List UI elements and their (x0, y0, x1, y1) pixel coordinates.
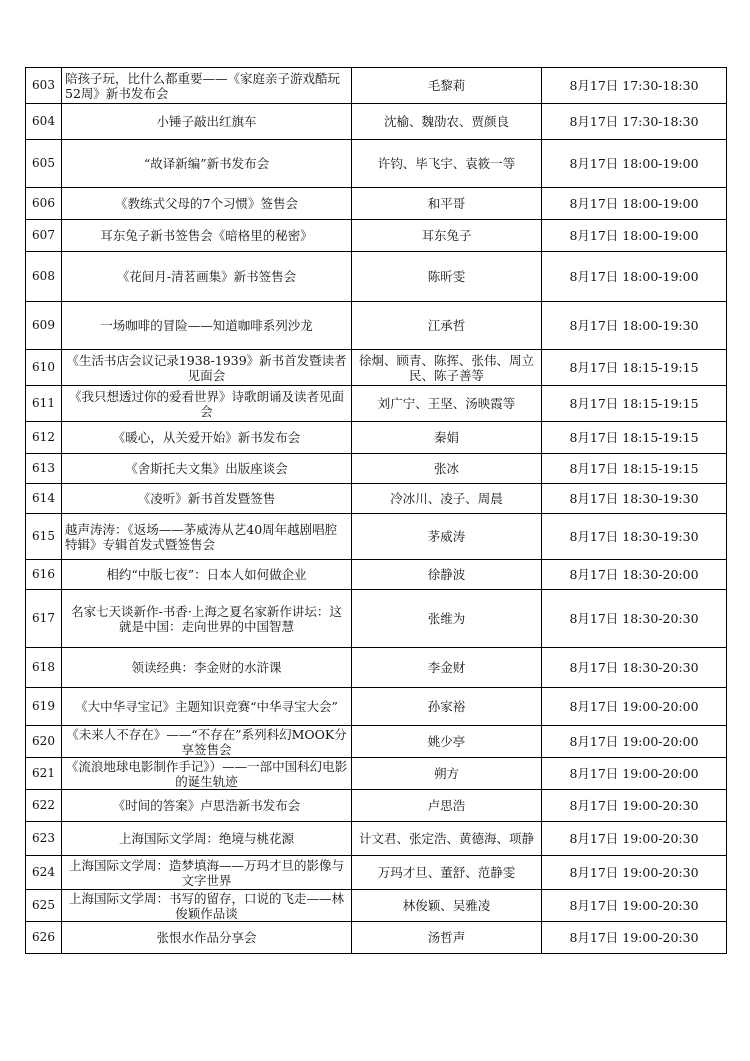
event-time-cell: 8月17日 18:30-19:30 (542, 514, 727, 560)
event-title-cell: 越声涛涛：《返场——茅威涛从艺40周年越剧唱腔特辑》专辑首发式暨签售会 (62, 514, 352, 560)
event-number-cell: 614 (26, 484, 62, 514)
event-time-cell: 8月17日 18:30-20:30 (542, 648, 727, 688)
event-author-cell: 秦娟 (352, 422, 542, 454)
table-row (26, 220, 727, 252)
table-row (26, 758, 727, 790)
event-number-cell: 610 (26, 350, 62, 386)
table-row (26, 648, 727, 688)
event-number-cell: 621 (26, 758, 62, 790)
event-author-cell: 朔方 (352, 758, 542, 790)
event-title-cell: 一场咖啡的冒险——知道咖啡系列沙龙 (62, 302, 352, 350)
event-number-cell: 619 (26, 688, 62, 726)
event-author-cell: 万玛才旦、董舒、范静雯 (352, 856, 542, 890)
event-author-cell: 徐静波 (352, 560, 542, 590)
event-number-cell: 608 (26, 252, 62, 302)
event-title-cell: 《生活书店会议记录1938-1939》新书首发暨读者见面会 (62, 350, 352, 386)
event-title-cell: 相约“中版七夜”：日本人如何做企业 (62, 560, 352, 590)
event-number-cell: 605 (26, 140, 62, 188)
table-row (26, 350, 727, 386)
event-time-cell: 8月17日 18:00-19:00 (542, 220, 727, 252)
table-row (26, 922, 727, 954)
event-title-cell: 《暖心，从关爱开始》新书发布会 (62, 422, 352, 454)
event-time-cell: 8月17日 18:15-19:15 (542, 422, 727, 454)
event-title-cell: 《凌听》新书首发暨签售 (62, 484, 352, 514)
event-time-cell: 8月17日 19:00-20:00 (542, 688, 727, 726)
event-number-cell: 624 (26, 856, 62, 890)
event-author-cell: 许钧、毕飞宇、袁筱一等 (352, 140, 542, 188)
table-row (26, 140, 727, 188)
event-title-cell: 小锤子敲出红旗车 (62, 104, 352, 140)
event-time-cell: 8月17日 18:15-19:15 (542, 350, 727, 386)
event-author-cell: 计文君、张定浩、黄德海、项静 (352, 822, 542, 856)
event-title-cell: 领读经典：李金财的水浒课 (62, 648, 352, 688)
table-row (26, 386, 727, 422)
table-row (26, 560, 727, 590)
event-number-cell: 622 (26, 790, 62, 822)
event-author-cell: 汤哲声 (352, 922, 542, 954)
event-author-cell: 茅威涛 (352, 514, 542, 560)
event-schedule-table (25, 67, 727, 954)
event-number-cell: 603 (26, 68, 62, 104)
event-title-cell: “故译新编”新书发布会 (62, 140, 352, 188)
event-number-cell: 616 (26, 560, 62, 590)
event-time-cell: 8月17日 19:00-20:30 (542, 790, 727, 822)
table-row (26, 484, 727, 514)
table-row (26, 856, 727, 890)
event-time-cell: 8月17日 18:30-19:30 (542, 484, 727, 514)
event-author-cell: 孙家裕 (352, 688, 542, 726)
event-time-cell: 8月17日 19:00-20:30 (542, 890, 727, 922)
event-time-cell: 8月17日 19:00-20:30 (542, 822, 727, 856)
event-author-cell: 江承哲 (352, 302, 542, 350)
event-title-cell: 《流浪地球电影制作手记》）——一部中国科幻电影的诞生轨迹 (62, 758, 352, 790)
event-author-cell: 陈昕雯 (352, 252, 542, 302)
event-time-cell: 8月17日 18:15-19:15 (542, 386, 727, 422)
table-row (26, 590, 727, 648)
event-author-cell: 姚少亭 (352, 726, 542, 758)
event-time-cell: 8月17日 18:00-19:00 (542, 140, 727, 188)
event-number-cell: 611 (26, 386, 62, 422)
event-number-cell: 623 (26, 822, 62, 856)
table-row (26, 454, 727, 484)
event-number-cell: 609 (26, 302, 62, 350)
event-time-cell: 8月17日 18:30-20:00 (542, 560, 727, 590)
table-row (26, 302, 727, 350)
table-row (26, 822, 727, 856)
event-author-cell: 冷冰川、凌子、周晨 (352, 484, 542, 514)
event-time-cell: 8月17日 19:00-20:00 (542, 758, 727, 790)
table-row (26, 890, 727, 922)
event-author-cell: 刘广宁、王坚、汤映霞等 (352, 386, 542, 422)
event-number-cell: 620 (26, 726, 62, 758)
event-author-cell: 张冰 (352, 454, 542, 484)
table-row (26, 188, 727, 220)
event-title-cell: 《舍斯托夫文集》出版座谈会 (62, 454, 352, 484)
event-title-cell: 耳东兔子新书签售会《暗格里的秘密》 (62, 220, 352, 252)
event-title-cell: 张恨水作品分享会 (62, 922, 352, 954)
event-time-cell: 8月17日 18:15-19:15 (542, 454, 727, 484)
event-author-cell: 李金财 (352, 648, 542, 688)
event-title-cell: 《时间的答案》卢思浩新书发布会 (62, 790, 352, 822)
event-title-cell: 《教练式父母的7个习惯》签售会 (62, 188, 352, 220)
event-number-cell: 626 (26, 922, 62, 954)
event-author-cell: 耳东兔子 (352, 220, 542, 252)
table-row (26, 688, 727, 726)
event-title-cell: 《花间月-清茗画集》新书签售会 (62, 252, 352, 302)
event-author-cell: 和平哥 (352, 188, 542, 220)
event-number-cell: 615 (26, 514, 62, 560)
event-time-cell: 8月17日 19:00-20:30 (542, 922, 727, 954)
table-row (26, 422, 727, 454)
event-title-cell: 《大中华寻宝记》主题知识竞赛“中华寻宝大会” (62, 688, 352, 726)
event-time-cell: 8月17日 17:30-18:30 (542, 104, 727, 140)
table-row (26, 104, 727, 140)
event-title-cell: 上海国际文学周：造梦填海——万玛才旦的影像与文字世界 (62, 856, 352, 890)
event-author-cell: 徐炯、顾青、陈挥、张伟、周立民、陈子善等 (352, 350, 542, 386)
event-number-cell: 607 (26, 220, 62, 252)
event-number-cell: 613 (26, 454, 62, 484)
table-row (26, 790, 727, 822)
event-author-cell: 卢思浩 (352, 790, 542, 822)
event-title-cell: 上海国际文学周：书写的留存，口说的飞走——林俊颖作品谈 (62, 890, 352, 922)
table-row (26, 726, 727, 758)
event-title-cell: 名家七天谈新作-书香·上海之夏名家新作讲坛：这就是中国：走向世界的中国智慧 (62, 590, 352, 648)
event-number-cell: 604 (26, 104, 62, 140)
table-row (26, 514, 727, 560)
event-author-cell: 沈榆、魏劭农、贾颜良 (352, 104, 542, 140)
event-title-cell: 陪孩子玩，比什么都重要——《家庭亲子游戏酷玩52周》新书发布会 (62, 68, 352, 104)
event-title-cell: 《我只想透过你的爱看世界》诗歌朗诵及读者见面会 (62, 386, 352, 422)
event-title-cell: 《未来人不存在》——“不存在”系列科幻MOOK分享签售会 (62, 726, 352, 758)
event-time-cell: 8月17日 19:00-20:30 (542, 856, 727, 890)
event-time-cell: 8月17日 18:30-20:30 (542, 590, 727, 648)
event-author-cell: 林俊颖、吴雅凌 (352, 890, 542, 922)
event-number-cell: 618 (26, 648, 62, 688)
schedule-body (26, 68, 727, 954)
event-author-cell: 张维为 (352, 590, 542, 648)
event-number-cell: 617 (26, 590, 62, 648)
event-title-cell: 上海国际文学周：绝境与桃花源 (62, 822, 352, 856)
event-time-cell: 8月17日 18:00-19:30 (542, 302, 727, 350)
event-number-cell: 606 (26, 188, 62, 220)
event-number-cell: 625 (26, 890, 62, 922)
table-row (26, 68, 727, 104)
event-time-cell: 8月17日 19:00-20:00 (542, 726, 727, 758)
event-author-cell: 毛黎莉 (352, 68, 542, 104)
event-time-cell: 8月17日 18:00-19:00 (542, 252, 727, 302)
event-time-cell: 8月17日 18:00-19:00 (542, 188, 727, 220)
table-row (26, 252, 727, 302)
event-time-cell: 8月17日 17:30-18:30 (542, 68, 727, 104)
event-number-cell: 612 (26, 422, 62, 454)
